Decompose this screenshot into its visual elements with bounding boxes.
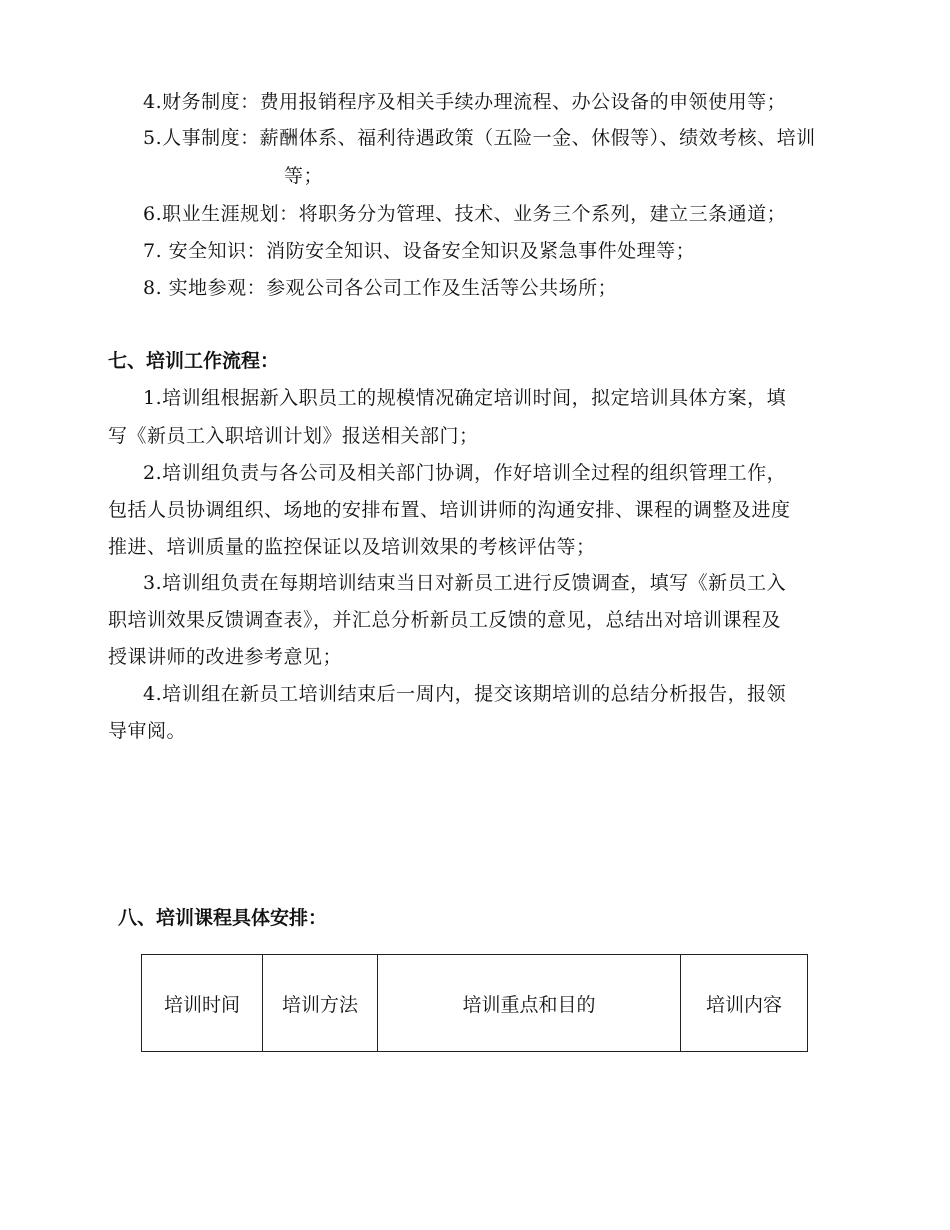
paragraph-line: 4.培训组在新员工培训结束后一周内，提交该期培训的总结分析报告，报领 (143, 683, 787, 705)
table-header-cell: 培训方法 (263, 955, 378, 1052)
paragraph-line: 职培训效果反馈调查表》，并汇总分析新员工反馈的意见，总结出对培训课程及 (108, 609, 782, 631)
section-heading-8: 八、培训课程具体安排： (118, 907, 328, 929)
list-item: 5.人事制度：薪酬体系、福利待遇政策（五险一金、休假等）、绩效考核、培训 (143, 127, 816, 149)
paragraph-line: 包括人员协调组织、场地的安排布置、培训讲师的沟通安排、课程的调整及进度 (108, 499, 791, 521)
table-header-cell: 培训重点和目的 (378, 955, 681, 1052)
list-item: 6.职业生涯规划：将职务分为管理、技术、业务三个系列，建立三条通道； (143, 203, 787, 225)
table-header-cell: 培训内容 (681, 955, 808, 1052)
list-item: 4.财务制度：费用报销程序及相关手续办理流程、办公设备的申领使用等； (143, 91, 787, 113)
table-header-cell: 培训时间 (142, 955, 263, 1052)
list-item: 8. 实地参观：参观公司各公司工作及生活等公共场所； (143, 277, 618, 299)
course-schedule-table (141, 954, 808, 1052)
list-item: 7. 安全知识：消防安全知识、设备安全知识及紧急事件处理等； (143, 240, 696, 262)
paragraph-line: 推进、培训质量的监控保证以及培训效果的考核评估等； (108, 536, 596, 558)
paragraph-line: 1.培训组根据新入职员工的规模情况确定培训时间，拟定培训具体方案，填 (143, 387, 787, 409)
paragraph-line: 3.培训组负责在每期培训结束当日对新员工进行反馈调查，填写《新员工入 (143, 572, 787, 594)
paragraph-line: 授课讲师的改进参考意见； (108, 646, 343, 668)
list-item-continuation: 等； (284, 165, 324, 187)
paragraph-line: 导审阅。 (108, 720, 187, 742)
section-heading-7: 七、培训工作流程： (108, 350, 280, 372)
paragraph-line: 写《新员工入职培训计划》报送相关部门； (108, 425, 479, 447)
paragraph-line: 2.培训组负责与各公司及相关部门协调，作好培训全过程的组织管理工作， (143, 462, 787, 484)
table-header-row (142, 955, 808, 1052)
